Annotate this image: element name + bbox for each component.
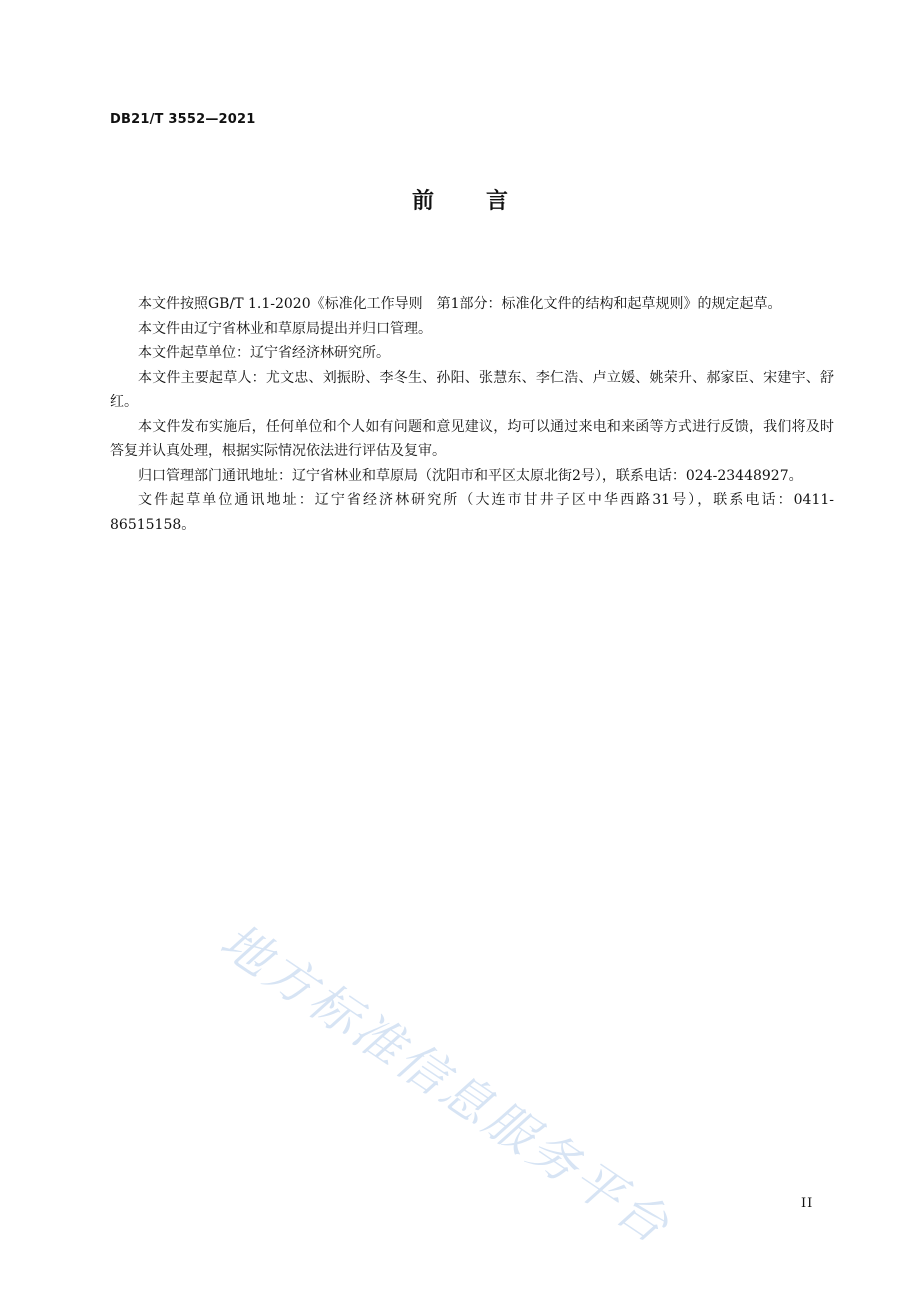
paragraph-unit-address: 文件起草单位通讯地址：辽宁省经济林研究所（大连市甘井子区中华西路31号），联系电话：0411-86515158。 bbox=[110, 492, 834, 533]
paragraph-feedback: 本文件发布实施后，任何单位和个人如有问题和意见建议，均可以通过来电和来函等方式进行反馈，我们将及时答复并认真处理，根据实际情况依法进行评估及复审。 bbox=[110, 418, 834, 459]
paragraph-proposer: 本文件由辽宁省林业和草原局提出并归口管理。 bbox=[138, 320, 432, 337]
watermark: 地方标准信息服务平台 bbox=[210, 912, 682, 1256]
page-number: II bbox=[801, 1196, 814, 1211]
paragraph-drafters: 本文件主要起草人：尤文忠、刘振盼、李冬生、孙阳、张慧东、李仁浩、卢立媛、姚荣升、郝家臣、宋建宇、舒红。 bbox=[110, 369, 834, 410]
title-char-2: 言 bbox=[486, 189, 509, 214]
paragraph-drafting-unit: 本文件起草单位：辽宁省经济林研究所。 bbox=[138, 345, 390, 361]
paragraph-admin-address: 归口管理部门通讯地址：辽宁省林业和草原局（沈阳市和平区太原北街2号），联系电话：024-23448927。 bbox=[138, 467, 803, 484]
page-title bbox=[0, 184, 920, 215]
paragraph-drafting-basis: 本文件按照GB/T 1.1-2020《标准化工作导则 第1部分：标准化文件的结构和起草规则》的规定起草。 bbox=[138, 296, 782, 312]
title-char-1: 前 bbox=[411, 189, 434, 214]
document-code: DB21/T 3552—2021 bbox=[110, 112, 256, 127]
foreword-body bbox=[110, 292, 834, 537]
